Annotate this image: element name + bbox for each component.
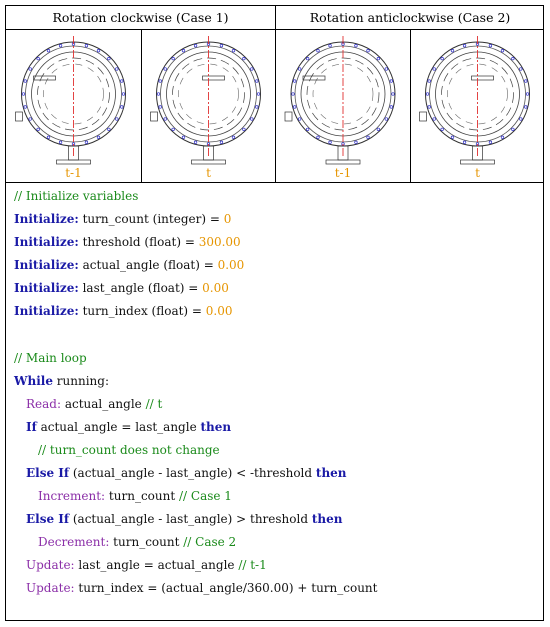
function: Read: <box>26 397 62 411</box>
keyword: Initialize: <box>14 258 79 272</box>
code-line-2 <box>14 212 231 226</box>
bolt-hole <box>22 93 25 96</box>
bolt-hole <box>37 57 40 60</box>
code-text: (actual_angle - last_angle) < -threshold <box>69 466 316 480</box>
bolt-hole <box>255 80 258 83</box>
keyword: While <box>14 374 53 388</box>
bolt-hole <box>433 68 436 71</box>
bolt-hole <box>120 106 123 109</box>
sensor-tab <box>203 76 225 80</box>
keyword: Initialize: <box>14 304 79 318</box>
bolt-hole <box>317 49 320 52</box>
bolt-hole <box>377 57 380 60</box>
code-line-3 <box>14 235 241 249</box>
bolt-hole <box>306 128 309 131</box>
comment: // Main loop <box>14 351 87 365</box>
bolt-hole <box>293 80 296 83</box>
bolt-hole <box>120 80 123 83</box>
drawing-case1-t <box>142 30 275 183</box>
bolt-hole <box>524 80 527 83</box>
bolt-hole <box>97 49 100 52</box>
bolt-hole <box>489 141 492 144</box>
bolt-hole <box>385 118 388 121</box>
bolt-hole <box>122 93 125 96</box>
bolt-hole <box>298 68 301 71</box>
bolt-hole <box>385 68 388 71</box>
bolt-hole <box>512 57 515 60</box>
bolt-hole <box>29 68 32 71</box>
bolt-hole <box>520 68 523 71</box>
bolt-hole <box>355 44 358 47</box>
bolt-hole <box>220 44 223 47</box>
bolt-hole <box>85 141 88 144</box>
code-line-4 <box>14 258 244 272</box>
keyword: then <box>315 466 347 480</box>
ring-drawing <box>6 30 141 165</box>
code-text: turn_count (integer) = <box>78 212 224 226</box>
bolt-hole <box>24 80 27 83</box>
drawing-case1-t-minus-1 <box>6 30 141 183</box>
bolt-hole <box>172 128 175 131</box>
bolt-hole <box>390 80 393 83</box>
code-line-6 <box>14 304 233 318</box>
bolt-hole <box>317 136 320 139</box>
comment: // t-1 <box>238 558 267 572</box>
code-line-16 <box>26 558 267 572</box>
bolt-hole <box>85 44 88 47</box>
bolt-hole <box>232 136 235 139</box>
bolt-hole <box>47 49 50 52</box>
comment: // t <box>145 397 163 411</box>
bolt-hole <box>441 57 444 60</box>
code-text: actual_angle = last_angle <box>36 420 201 434</box>
function: Update: <box>26 558 75 572</box>
header-anticlockwise: Rotation anticlockwise (Case 2) <box>309 10 511 25</box>
code-text: threshold (float) = <box>78 235 199 249</box>
drawing-case2-t-minus-1 <box>276 30 410 183</box>
bolt-hole <box>37 128 40 131</box>
drawing-case2-t <box>411 30 544 183</box>
bolt-hole <box>489 44 492 47</box>
bolt-hole <box>182 136 185 139</box>
bolt-hole <box>157 93 160 96</box>
ring-drawing <box>142 30 275 165</box>
ring-drawing <box>411 30 544 165</box>
bolt-hole <box>255 106 258 109</box>
keyword: If <box>26 420 37 434</box>
code-line-13 <box>38 489 232 503</box>
stand-base <box>192 160 226 164</box>
bolt-hole <box>194 141 197 144</box>
code-line-7 <box>14 351 87 365</box>
code-text: turn_count <box>109 535 184 549</box>
code-line-14 <box>26 512 342 526</box>
bolt-hole <box>520 118 523 121</box>
code-line-10 <box>26 420 231 434</box>
bolt-hole <box>367 136 370 139</box>
side-clamp <box>420 112 427 121</box>
code-text: running: <box>52 374 109 388</box>
bolt-hole <box>501 49 504 52</box>
bolt-hole <box>108 57 111 60</box>
caption-t-minus-1: t-1 <box>334 166 352 180</box>
keyword: Initialize: <box>14 212 79 226</box>
comment: // Initialize variables <box>14 189 139 203</box>
caption-t: t <box>206 166 211 180</box>
code-text: actual_angle (float) = <box>78 258 218 272</box>
bolt-hole <box>59 141 62 144</box>
caption-t-minus-1: t-1 <box>65 166 82 180</box>
keyword: Else If <box>26 466 70 480</box>
number: 0.00 <box>202 281 229 295</box>
bolt-hole <box>441 128 444 131</box>
code-text: last_angle (float) = <box>78 281 203 295</box>
bolt-hole <box>116 68 119 71</box>
bolt-hole <box>97 136 100 139</box>
function: Increment: <box>38 489 106 503</box>
code-line-11 <box>38 443 220 457</box>
bolt-hole <box>164 118 167 121</box>
keyword: Initialize: <box>14 235 79 249</box>
bolt-hole <box>59 44 62 47</box>
sensor-tab <box>34 76 56 80</box>
bolt-hole <box>306 57 309 60</box>
bolt-hole <box>164 68 167 71</box>
ring-drawing <box>276 30 410 165</box>
bolt-hole <box>116 118 119 121</box>
bolt-hole <box>501 136 504 139</box>
bolt-hole <box>451 136 454 139</box>
caption-t: t <box>475 166 480 180</box>
keyword: Initialize: <box>14 281 79 295</box>
sensor-tab <box>472 76 494 80</box>
code-text: turn_index = (actual_angle/360.00) + turn_count <box>74 581 378 595</box>
bolt-hole <box>47 136 50 139</box>
bolt-hole <box>243 57 246 60</box>
code-line-9 <box>26 397 162 411</box>
bolt-hole <box>24 106 27 109</box>
bolt-hole <box>428 106 431 109</box>
bolt-hole <box>433 118 436 121</box>
bolt-hole <box>194 44 197 47</box>
bolt-hole <box>182 49 185 52</box>
code-line-12 <box>26 466 347 480</box>
bolt-hole <box>355 141 358 144</box>
code-line-1 <box>14 189 138 203</box>
code-line-5 <box>14 281 229 295</box>
code-text: actual_angle <box>61 397 146 411</box>
stand-base <box>461 160 495 164</box>
code-line-15 <box>38 535 236 549</box>
bolt-hole <box>172 57 175 60</box>
code-line-8 <box>14 374 109 388</box>
bolt-hole <box>392 93 395 96</box>
number: 0 <box>223 212 232 226</box>
bolt-hole <box>251 118 254 121</box>
side-clamp <box>16 112 23 121</box>
number: 0.00 <box>205 304 233 318</box>
bolt-hole <box>463 141 466 144</box>
comment: // Case 2 <box>183 535 237 549</box>
side-clamp <box>285 112 292 121</box>
bolt-hole <box>220 141 223 144</box>
bolt-hole <box>292 93 295 96</box>
bolt-hole <box>329 141 332 144</box>
stand-base <box>57 160 91 164</box>
bolt-hole <box>293 106 296 109</box>
number: 0.00 <box>217 258 245 272</box>
bolt-hole <box>243 128 246 131</box>
number: 300.00 <box>198 235 241 249</box>
bolt-hole <box>367 49 370 52</box>
bolt-hole <box>512 128 515 131</box>
bolt-hole <box>298 118 301 121</box>
keyword: then <box>311 512 343 526</box>
bolt-hole <box>526 93 529 96</box>
code-line-17 <box>26 581 377 595</box>
bolt-hole <box>451 49 454 52</box>
comment: // turn_count does not change <box>38 443 220 457</box>
code-text: turn_count <box>105 489 179 503</box>
bolt-hole <box>159 106 162 109</box>
function: Update: <box>26 581 75 595</box>
bolt-hole <box>257 93 260 96</box>
bolt-hole <box>232 49 235 52</box>
code-text: turn_index (float) = <box>78 304 206 318</box>
bolt-hole <box>390 106 393 109</box>
bolt-hole <box>463 44 466 47</box>
bolt-hole <box>29 118 32 121</box>
side-clamp <box>151 112 158 121</box>
algorithm-figure <box>5 5 544 621</box>
comment: // Case 1 <box>178 489 232 503</box>
keyword: Else If <box>26 512 70 526</box>
bolt-hole <box>329 44 332 47</box>
keyword: then <box>200 420 232 434</box>
header-clockwise: Rotation clockwise (Case 1) <box>52 10 229 25</box>
bolt-hole <box>159 80 162 83</box>
bolt-hole <box>377 128 380 131</box>
bolt-hole <box>428 80 431 83</box>
code-text: (actual_angle - last_angle) > threshold <box>69 512 312 526</box>
bolt-hole <box>108 128 111 131</box>
bolt-hole <box>426 93 429 96</box>
bolt-hole <box>251 68 254 71</box>
bolt-hole <box>524 106 527 109</box>
sensor-tab <box>303 76 325 80</box>
stand-base <box>326 160 360 164</box>
code-text: last_angle = actual_angle <box>74 558 239 572</box>
function: Decrement: <box>38 535 110 549</box>
